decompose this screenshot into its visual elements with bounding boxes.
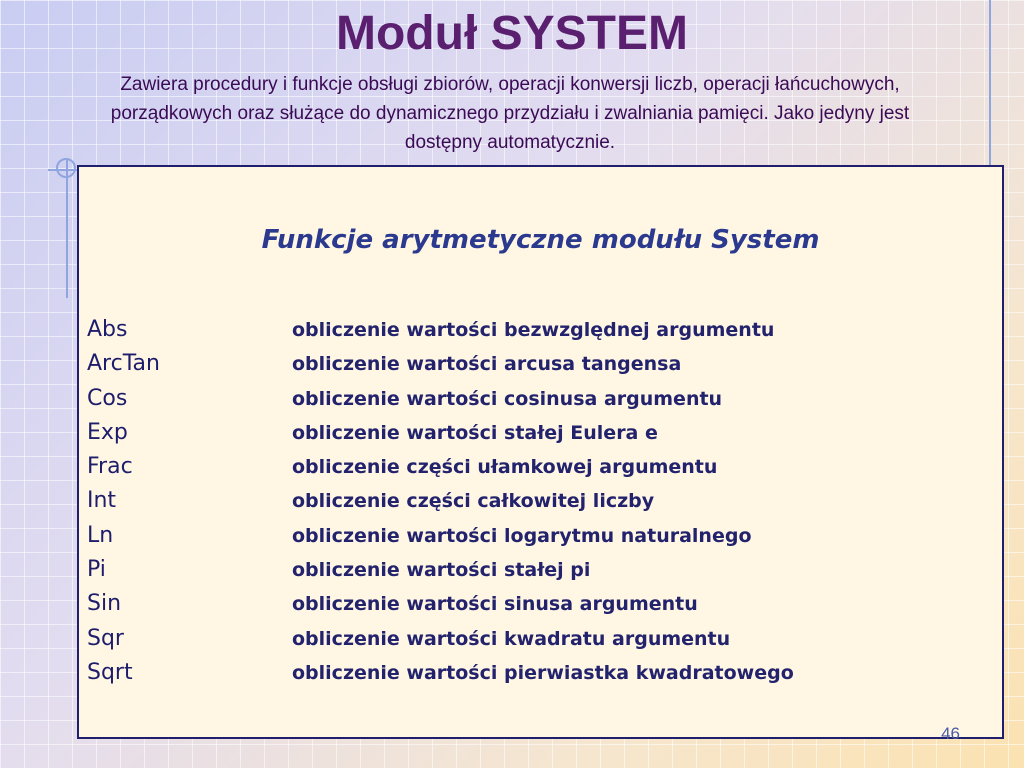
function-name: Frac (87, 454, 133, 480)
function-row (87, 454, 794, 488)
functions-panel (77, 165, 1004, 739)
function-description: obliczenie części całkowitej liczby (292, 490, 655, 513)
function-name: Exp (87, 419, 128, 445)
function-row (87, 660, 794, 694)
function-description: obliczenie wartości stałej Eulera e (292, 421, 658, 444)
function-name: Abs (87, 317, 128, 342)
function-row (87, 557, 794, 591)
function-name: Int (87, 488, 117, 514)
function-name: Sin (87, 591, 122, 617)
function-description: obliczenie wartości kwadratu argumentu (292, 627, 731, 650)
function-description: obliczenie wartości stałej pi (292, 559, 591, 582)
function-description: obliczenie wartości cosinusa argumentu (292, 387, 723, 410)
function-row (87, 351, 794, 385)
function-description: obliczenie wartości sinusa argumentu (292, 593, 698, 616)
decorative-circle (56, 158, 76, 178)
function-row (87, 488, 794, 522)
slide-subtitle: Zawiera procedury i funkcje obsługi zbiorów, operacji konwersji liczb, operacji łańcuchowych, porządkowych oraz służące do dynamicznego przydziału i zwalniania pamięci. Jako jedyny jest dostępny automatycznie. (110, 74, 910, 153)
function-name: Pi (87, 557, 106, 583)
function-name: Cos (87, 385, 128, 411)
function-name: ArcTan (87, 351, 160, 377)
functions-list (87, 317, 794, 694)
function-name: Ln (87, 522, 114, 548)
panel-heading: Funkcje arytmetyczne modułu System (261, 225, 820, 255)
slide-title: Moduł SYSTEM (336, 7, 688, 60)
function-name: Sqrt (87, 659, 133, 685)
decorative-left-line (66, 158, 68, 298)
function-row (87, 626, 794, 660)
page-number: 46 (941, 724, 960, 743)
function-name: Sqr (87, 625, 124, 651)
function-description: obliczenie wartości arcusa tangensa (292, 353, 682, 376)
function-row (87, 420, 794, 454)
function-row (87, 386, 794, 420)
function-description: obliczenie wartości logarytmu naturalnego (292, 524, 752, 547)
function-row (87, 591, 794, 625)
function-row (87, 317, 794, 351)
function-description: obliczenie wartości pierwiastka kwadratowego (292, 661, 794, 684)
function-description: obliczenie wartości bezwzględnej argumentu (292, 319, 775, 341)
function-description: obliczenie części ułamkowej argumentu (292, 456, 718, 479)
function-row (87, 523, 794, 557)
